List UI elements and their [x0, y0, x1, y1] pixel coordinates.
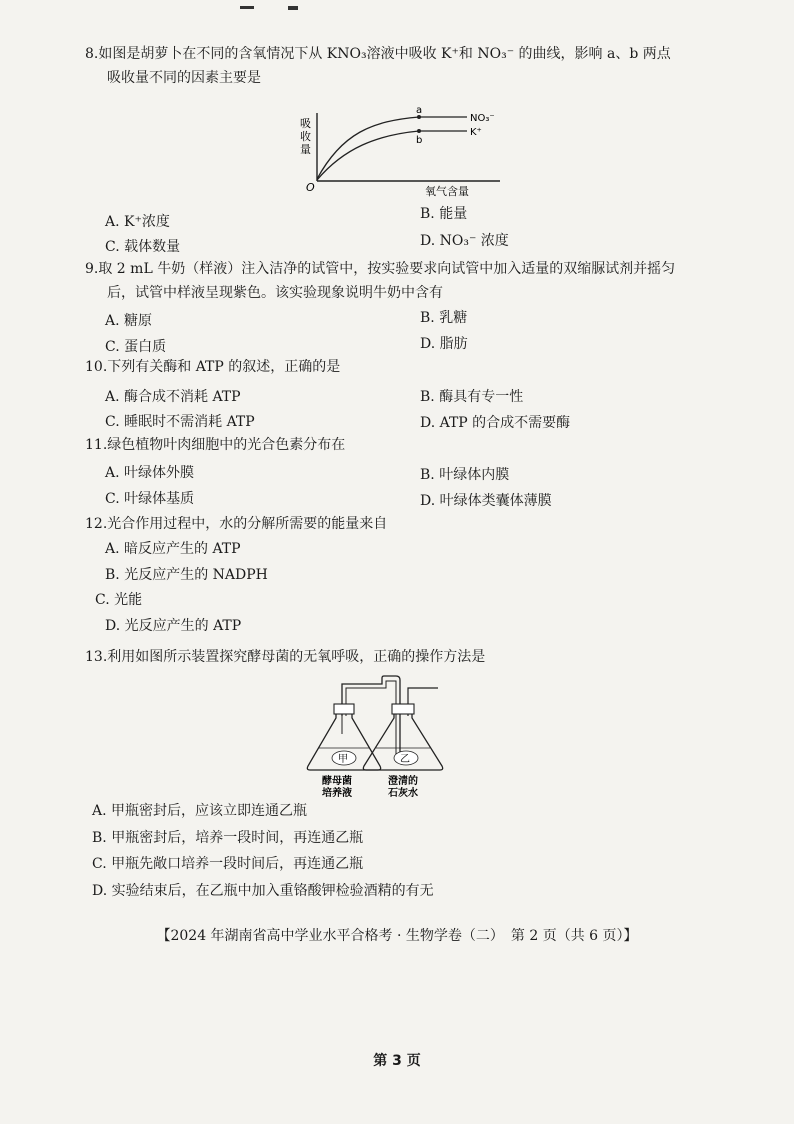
- stopper-jia: [334, 704, 354, 714]
- q12-option-d[interactable]: D. 光反应产生的 ATP: [105, 618, 242, 634]
- q9-option-d[interactable]: D. 脂肪: [420, 336, 468, 352]
- q9-option-b[interactable]: B. 乳糖: [420, 310, 468, 326]
- question-11: 11.绿色植物叶肉细胞中的光合色素分布在: [85, 437, 346, 453]
- flask-yi-content-2: 石灰水: [388, 788, 418, 799]
- flask-jia-label: 甲: [338, 754, 348, 765]
- flask-jia-content-1: 酵母菌: [322, 776, 352, 787]
- q10-option-b[interactable]: B. 酶具有专一性: [420, 389, 524, 405]
- question-number: 10.: [85, 359, 108, 375]
- question-8-stem: 8.如图是胡萝卜在不同的含氧情况下从 KNO₃溶液中吸收 K⁺和 NO₃⁻ 的曲线，影响 a、b 两点: [85, 46, 671, 62]
- potassium-curve: [317, 131, 467, 180]
- q9-option-c[interactable]: C. 蛋白质: [105, 339, 167, 355]
- question-number: 11.: [85, 437, 108, 453]
- q8-option-a[interactable]: A. K⁺浓度: [105, 214, 170, 230]
- q13-option-a[interactable]: A. 甲瓶密封后，应该立即连通乙瓶: [92, 803, 308, 819]
- question-8: [85, 42, 735, 90]
- nitrate-curve: [317, 117, 467, 179]
- q10-option-a[interactable]: A. 酶合成不消耗 ATP: [105, 389, 241, 405]
- yeast-respiration-apparatus: [300, 674, 470, 799]
- exam-footer: 【2024 年湖南省高中学业水平合格考 · 生物学卷（二） 第 2 页（共 6 页）】: [156, 928, 638, 944]
- flask-yi-content-1: 澄清的: [388, 776, 418, 787]
- question-9-stem-line2: 后，试管中样液呈现紫色。该实验现象说明牛奶中含有: [107, 285, 443, 301]
- q11-option-c[interactable]: C. 叶绿体基质: [105, 491, 195, 507]
- chart-xlabel: 氧气含量: [425, 185, 469, 198]
- flask-jia-content-2: 培养液: [322, 788, 352, 799]
- question-10: 10.下列有关酶和 ATP 的叙述，正确的是: [85, 359, 341, 375]
- chart-point-a-label: a: [416, 105, 423, 116]
- q8-option-b[interactable]: B. 能量: [420, 206, 468, 222]
- q8-option-d[interactable]: D. NO₃⁻ 浓度: [420, 233, 509, 249]
- question-9: 9.取 2 mL 牛奶（样液）注入洁净的试管中，按实验要求向试管中加入适量的双缩脲试剂并摇匀 后，试管中样液呈现紫色。该实验现象说明牛奶中含有: [85, 257, 735, 305]
- q12-option-a[interactable]: A. 暗反应产生的 ATP: [105, 541, 241, 557]
- q9-option-a[interactable]: A. 糖原: [105, 313, 153, 329]
- q10-option-c[interactable]: C. 睡眠时不需消耗 ATP: [105, 414, 255, 430]
- stopper-yi: [392, 704, 414, 714]
- question-13: 13.利用如图所示装置探究酵母菌的无氧呼吸，正确的操作方法是: [85, 649, 486, 665]
- chart-ylabel-2: 收: [300, 130, 311, 143]
- chart-origin: O: [306, 181, 315, 194]
- q8-option-c[interactable]: C. 载体数量: [105, 239, 181, 255]
- q13-option-b[interactable]: B. 甲瓶密封后，培养一段时间，再连通乙瓶: [92, 830, 364, 846]
- q10-option-d[interactable]: D. ATP 的合成不需要酶: [420, 415, 571, 431]
- chart-series-potassium: K⁺: [470, 127, 482, 138]
- connecting-tube-inner: [346, 681, 396, 754]
- question-number: 13.: [85, 649, 108, 665]
- q11-option-a[interactable]: A. 叶绿体外膜: [105, 465, 195, 481]
- question-8-stem-line2: 吸收量不同的因素主要是: [107, 70, 261, 86]
- q13-option-d[interactable]: D. 实验结束后，在乙瓶中加入重铬酸钾检验酒精的有无: [92, 883, 434, 899]
- scan-mark: [240, 0, 320, 6]
- chart-ylabel-3: 量: [300, 143, 311, 156]
- question-number: 9.: [85, 261, 99, 277]
- question-number: 8.: [85, 46, 99, 62]
- chart-point-b: [417, 129, 421, 133]
- q11-option-d[interactable]: D. 叶绿体类囊体薄膜: [420, 493, 552, 509]
- absorption-curve-chart: [282, 103, 512, 203]
- flask-yi-label: 乙: [400, 754, 410, 765]
- q12-option-c[interactable]: C. 光能: [95, 592, 143, 608]
- chart-ylabel-1: 吸: [300, 117, 311, 130]
- page-number: 第 3 页: [373, 1053, 421, 1069]
- q13-option-c[interactable]: C. 甲瓶先敞口培养一段时间后，再连通乙瓶: [92, 856, 364, 872]
- chart-point-b-label: b: [416, 135, 423, 146]
- q11-option-b[interactable]: B. 叶绿体内膜: [420, 467, 510, 483]
- q12-option-b[interactable]: B. 光反应产生的 NADPH: [105, 567, 268, 583]
- question-number: 12.: [85, 516, 108, 532]
- question-12: 12.光合作用过程中，水的分解所需要的能量来自: [85, 516, 388, 532]
- chart-series-nitrate: NO₃⁻: [470, 113, 495, 124]
